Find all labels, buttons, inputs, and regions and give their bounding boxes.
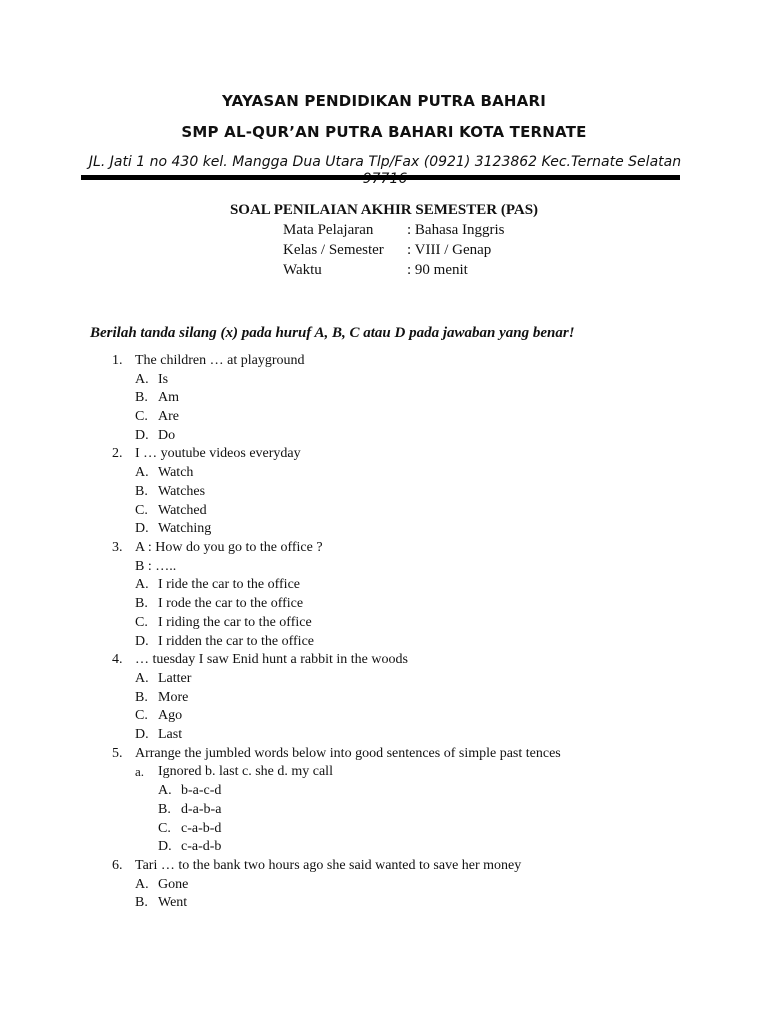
question-item	[0, 351, 768, 370]
option-text: More	[158, 690, 189, 705]
option-text: Watched	[158, 503, 207, 518]
option-text: I ride the car to the office	[158, 577, 301, 592]
option-letter: D.	[135, 428, 149, 443]
option-text: b-a-c-d	[181, 783, 222, 798]
answer-option	[0, 501, 768, 520]
option-text: c-a-d-b	[181, 839, 222, 854]
option-letter: D.	[135, 521, 149, 536]
option-text: Are	[158, 409, 179, 424]
option-text: d-a-b-a	[181, 802, 222, 817]
question-number: 1.	[112, 353, 123, 368]
option-letter: B.	[135, 895, 148, 910]
question-text: … tuesday I saw Enid hunt a rabbit in the woods	[135, 652, 408, 667]
option-letter: A.	[158, 783, 172, 798]
question-item	[0, 538, 768, 557]
option-text: Do	[158, 428, 176, 443]
meta-value: : 90 menit	[407, 262, 468, 278]
question-item	[0, 856, 768, 875]
option-text: Ago	[158, 708, 183, 723]
question-text: B : …..	[135, 559, 177, 574]
answer-option	[0, 669, 768, 688]
option-text: Went	[158, 895, 188, 910]
question-text: The children … at playground	[135, 353, 305, 368]
answer-option	[0, 482, 768, 501]
option-letter: B.	[135, 390, 148, 405]
option-text: c-a-b-d	[181, 821, 222, 836]
option-letter: C.	[135, 615, 148, 630]
meta-value: : VIII / Genap	[407, 242, 492, 258]
answer-option	[0, 725, 768, 744]
option-text: Watching	[158, 521, 212, 536]
answer-option	[0, 370, 768, 389]
option-text: I ridden the car to the office	[158, 634, 315, 649]
option-letter: A.	[135, 465, 149, 480]
meta-label: Mata Pelajaran	[283, 222, 374, 238]
answer-option	[0, 613, 768, 632]
option-letter: C.	[135, 503, 148, 518]
exam-title: SOAL PENILAIAN AKHIR SEMESTER (PAS)	[229, 202, 539, 218]
question-item	[0, 444, 768, 463]
question-number: 6.	[112, 858, 123, 873]
option-letter: B.	[135, 484, 148, 499]
question-number: 5.	[112, 746, 123, 761]
option-letter: C.	[135, 708, 148, 723]
header-divider	[81, 175, 680, 180]
answer-option	[0, 893, 768, 912]
option-letter: D.	[158, 839, 172, 854]
question-text: I … youtube videos everyday	[135, 446, 301, 461]
option-text: Latter	[158, 671, 192, 686]
question-text: Tari … to the bank two hours ago she said wanted to save her money	[135, 858, 522, 873]
question-text: Arrange the jumbled words below into good sentences of simple past tences	[135, 746, 561, 761]
question-item	[0, 744, 768, 763]
answer-option	[0, 463, 768, 482]
option-text: I riding the car to the office	[158, 615, 312, 630]
meta-label: Waktu	[283, 262, 322, 278]
question-text-line	[0, 557, 768, 576]
option-text: Is	[158, 372, 169, 387]
option-letter: A.	[135, 877, 149, 892]
answer-option	[0, 519, 768, 538]
answer-option	[0, 706, 768, 725]
school-name: SMP AL-QUR’AN PUTRA BAHARI KOTA TERNATE	[181, 123, 587, 141]
meta-value: : Bahasa Inggris	[407, 222, 505, 238]
option-text: Gone	[158, 877, 189, 892]
organization-name: YAYASAN PENDIDIKAN PUTRA BAHARI	[221, 92, 546, 110]
answer-option	[0, 837, 768, 856]
sub-letter: a.	[135, 764, 145, 779]
sub-item	[0, 762, 768, 781]
option-text: Watch	[158, 465, 194, 480]
answer-option	[0, 632, 768, 651]
question-number: 2.	[112, 446, 123, 461]
answer-option	[0, 407, 768, 426]
answer-option	[0, 781, 768, 800]
option-letter: C.	[158, 821, 171, 836]
answer-option	[0, 688, 768, 707]
option-letter: A.	[135, 577, 149, 592]
option-letter: C.	[135, 409, 148, 424]
question-text: A : How do you go to the office ?	[135, 540, 323, 555]
option-letter: B.	[135, 690, 148, 705]
option-text: Last	[158, 727, 183, 742]
option-letter: D.	[135, 727, 149, 742]
answer-option	[0, 800, 768, 819]
answer-option	[0, 594, 768, 613]
answer-option	[0, 426, 768, 445]
instruction: Berilah tanda silang (x) pada huruf A, B, C atau D pada jawaban yang benar!	[90, 325, 575, 341]
question-number: 3.	[112, 540, 123, 555]
option-letter: A.	[135, 372, 149, 387]
option-letter: A.	[135, 671, 149, 686]
question-number: 4.	[112, 652, 123, 667]
option-letter: B.	[135, 596, 148, 611]
option-text: I rode the car to the office	[158, 596, 304, 611]
answer-option	[0, 388, 768, 407]
sub-text: Ignored b. last c. she d. my call	[158, 764, 333, 779]
school-address: JL. Jati 1 no 430 kel. Mangga Dua Utara Tlp/Fax (0921) 3123862 Kec.Ternate Selatan	[88, 154, 682, 170]
meta-label: Kelas / Semester	[283, 242, 384, 258]
answer-option	[0, 575, 768, 594]
option-letter: D.	[135, 634, 149, 649]
option-text: Watches	[158, 484, 206, 499]
question-item	[0, 650, 768, 669]
answer-option	[0, 875, 768, 894]
option-text: Am	[158, 390, 179, 405]
answer-option	[0, 819, 768, 838]
option-letter: B.	[158, 802, 171, 817]
